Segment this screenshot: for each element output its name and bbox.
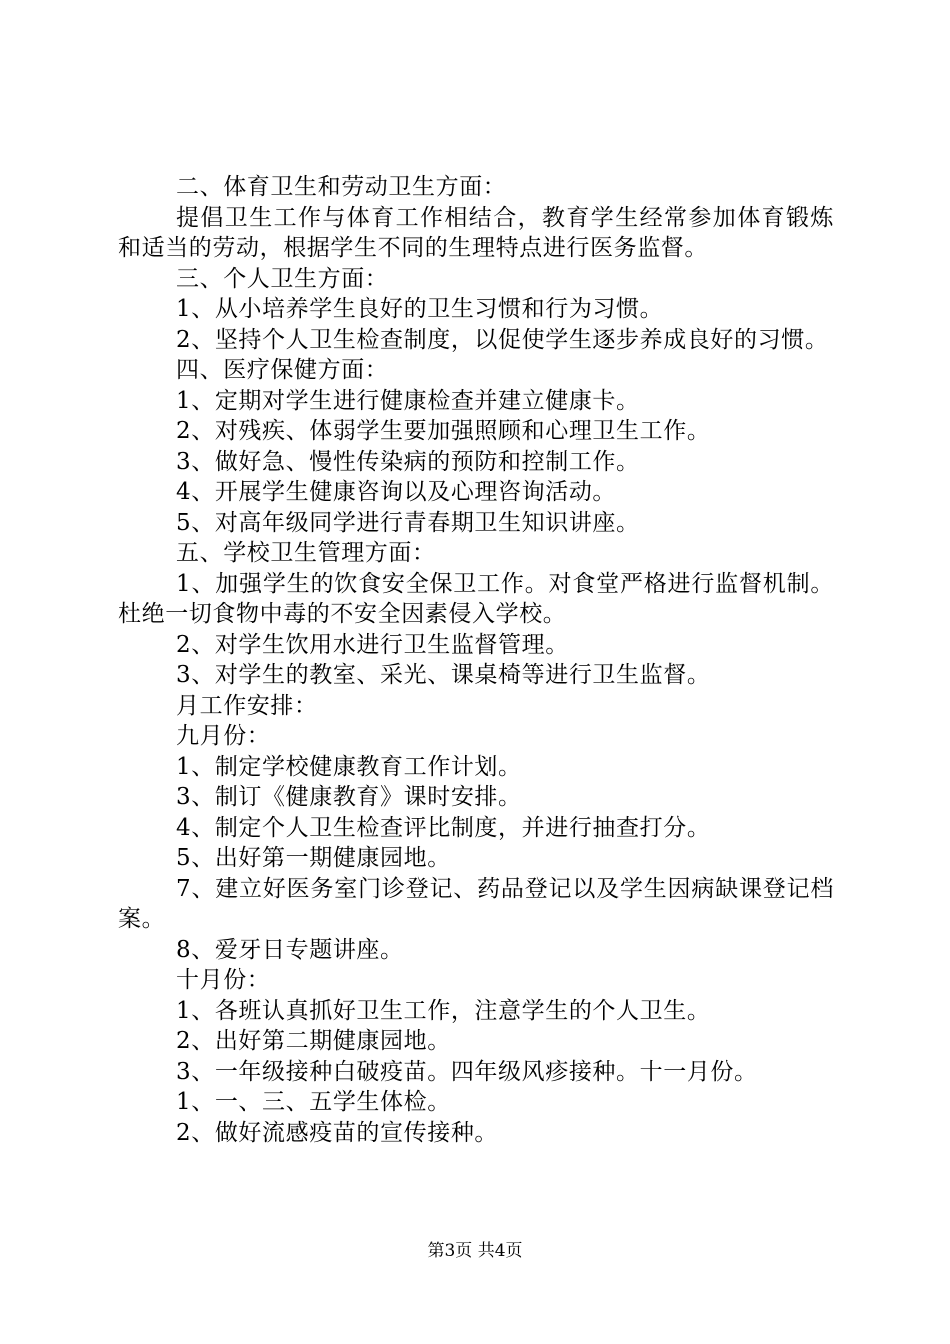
paragraph: 2、对学生饮用水进行卫生监督管理。 [176,631,569,658]
paragraph: 1、各班认真抓好卫生工作，注意学生的个人卫生。 [176,997,711,1024]
paragraph: 4、制定个人卫生检查评比制度，并进行抽查打分。 [176,814,711,841]
paragraph: 2、坚持个人卫生检查制度，以促使学生逐步养成良好的习惯。 [176,326,829,353]
paragraph: 五、学校卫生管理方面： [176,540,436,566]
paragraph: 3、做好急、慢性传染病的预防和控制工作。 [176,448,640,475]
paragraph: 8、爱牙日专题讲座。 [176,936,404,963]
paragraph: 1、制定学校健康教育工作计划。 [176,753,522,780]
document-body [118,172,834,1148]
page-number-footer: 第3页 共4页 [427,1241,523,1261]
paragraph: 1、加强学生的饮食安全保卫工作。对食堂严格进行监督机制。杜绝一切食物中毒的不安全因素侵入学校。 [118,570,834,627]
paragraph: 1、一、三、五学生体检。 [176,1089,451,1115]
paragraph: 2、对残疾、体弱学生要加强照顾和心理卫生工作。 [176,418,711,444]
paragraph: 十月份： [176,967,271,993]
paragraph: 3、一年级接种白破疫苗。四年级风疹接种。十一月份。 [176,1058,758,1085]
paragraph: 4、开展学生健康咨询以及心理咨询活动。 [176,479,617,505]
paragraph: 1、定期对学生进行健康检查并建立健康卡。 [176,387,640,414]
paragraph: 月工作安排： [176,692,318,719]
paragraph: 2、出好第二期健康园地。 [176,1028,451,1054]
paragraph: 7、建立好医务室门诊登记、药品登记以及学生因病缺课登记档案。 [118,875,834,932]
paragraph: 提倡卫生工作与体育工作相结合，教育学生经常参加体育锻炼和适当的劳动，根据学生不同的生理特点进行医务监督。 [118,204,834,261]
paragraph: 九月份： [176,723,271,749]
paragraph: 3、制订《健康教育》课时安排。 [176,784,522,810]
paragraph: 三、个人卫生方面： [176,265,389,292]
paragraph: 1、从小培养学生良好的卫生习惯和行为习惯。 [176,296,664,322]
paragraph: 2、做好流感疫苗的宣传接种。 [176,1119,499,1146]
paragraph: 5、对高年级同学进行青春期卫生知识讲座。 [176,509,640,536]
paragraph: 3、对学生的教室、采光、课桌椅等进行卫生监督。 [176,662,711,688]
paragraph: 四、医疗保健方面： [176,357,389,383]
paragraph: 5、出好第一期健康园地。 [176,845,451,871]
paragraph: 二、体育卫生和劳动卫生方面： [176,174,507,200]
